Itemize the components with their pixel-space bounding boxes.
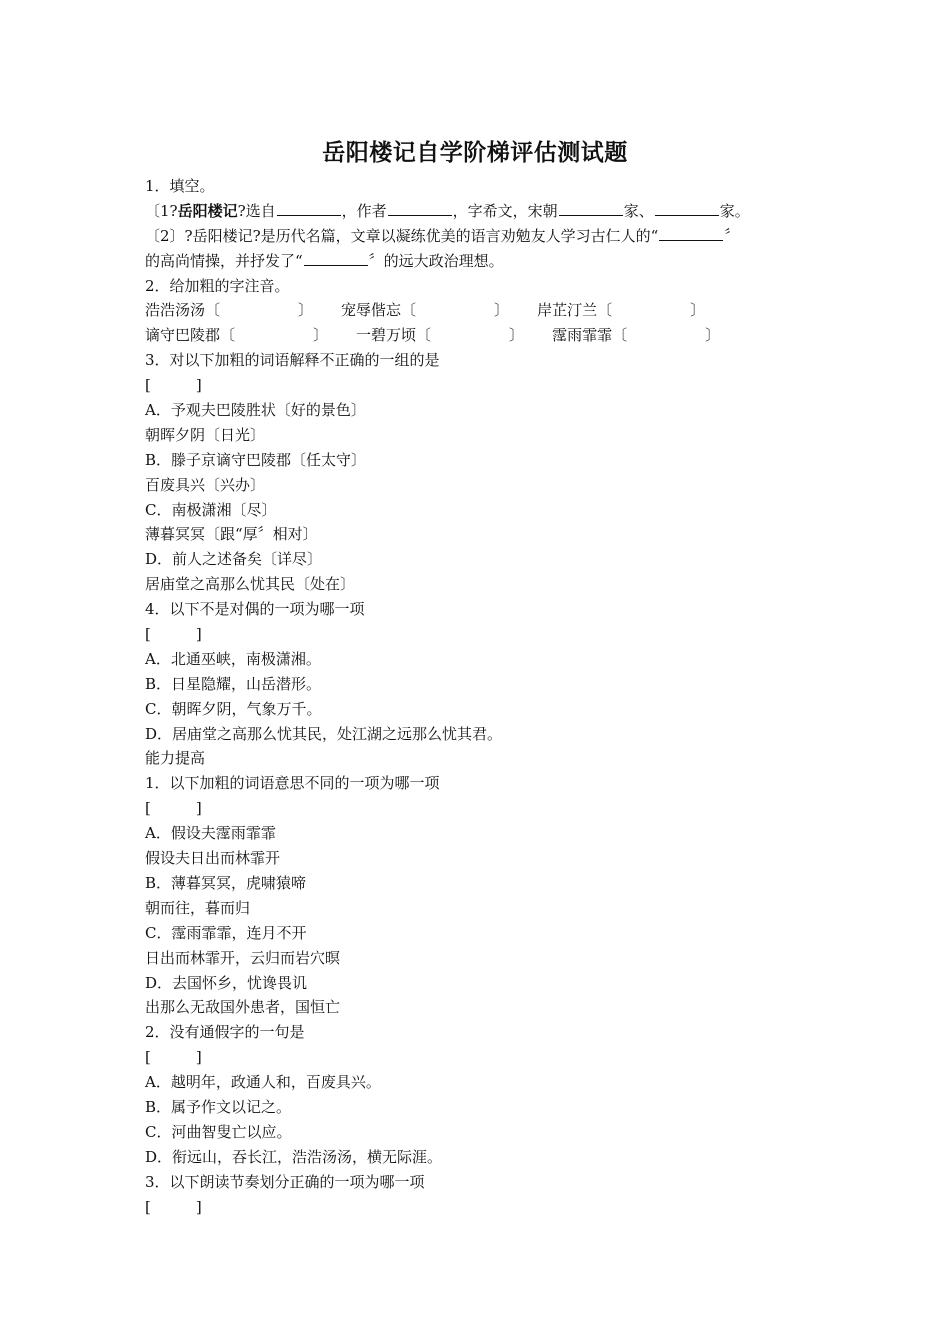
question-list <box>145 348 815 1219</box>
text-line: B．薄暮冥冥，虎啸猿啼 <box>145 873 307 892</box>
fill-blank[interactable] <box>559 200 623 216</box>
text-line: D．去国怀乡，忧谗畏讥 <box>145 973 308 992</box>
text-line: 朝晖夕阴〔日光〕 <box>145 425 266 444</box>
text-line: B．属予作文以记之。 <box>145 1097 292 1116</box>
text-line: C．霪雨霏霏，连月不开 <box>145 923 307 942</box>
pinyin-row-2: 谪守巴陵郡〔 〕 一碧万顷〔 〕 霪雨霏霏〔 〕 <box>145 326 721 345</box>
text-line: 能力提高 <box>145 749 206 768</box>
text-line: A．越明年，政通人和，百废具兴。 <box>145 1073 381 1092</box>
fill-blank[interactable] <box>388 200 452 216</box>
text-line: 出那么无敌国外患者，国恒亡 <box>145 998 341 1017</box>
question-1-line-2: 〔2〕?岳阳楼记?是历代名篇，文章以凝练优美的语言劝勉友人学习古仁人的“ 〞 <box>145 226 740 245</box>
text-line: B．滕子京谪守巴陵郡〔任太守〕 <box>145 450 367 469</box>
text-line: [ ] <box>145 1048 202 1067</box>
text-line: [ ] <box>145 625 202 644</box>
text-line: A．予观夫巴陵胜状〔好的景色〕 <box>145 401 366 420</box>
text-line: 日出而林霏开，云归而岩穴暝 <box>145 948 341 967</box>
fill-blank[interactable] <box>655 200 719 216</box>
text-line: C．南极潇湘〔尽〕 <box>145 500 277 519</box>
text-line: 3．对以下加粗的词语解释不正确的一组的是 <box>145 351 440 370</box>
text-line: 1．以下加粗的词语意思不同的一项为哪一项 <box>145 774 440 793</box>
text-line: D．衔远山，吞长江，浩浩汤汤，横无际涯。 <box>145 1147 443 1166</box>
question-2-heading: 2．给加粗的字注音。 <box>145 276 290 295</box>
text-line: A．假设夫霪雨霏霏 <box>145 824 276 843</box>
fill-blank[interactable] <box>659 225 723 241</box>
text-line: [ ] <box>145 376 202 395</box>
text-line: 朝而往，暮而归 <box>145 898 251 917</box>
document-body <box>145 174 815 1219</box>
text-line: 2．没有通假字的一句是 <box>145 1023 305 1042</box>
document-title: 岳阳楼记自学阶梯评估测试题 <box>322 139 628 166</box>
text-line: B．日星隐耀，山岳潜形。 <box>145 674 322 693</box>
fill-blank[interactable] <box>304 250 368 266</box>
text-line: C．河曲智叟亡以应。 <box>145 1122 292 1141</box>
text-line: C．朝晖夕阴，气象万千。 <box>145 699 322 718</box>
text-line: [ ] <box>145 1197 202 1216</box>
text-line: 居庙堂之高那么忧其民〔处在〕 <box>145 575 356 594</box>
bold-title-text: 岳阳楼记 <box>177 201 238 220</box>
text-line: D．前人之述备矣〔详尽〕 <box>145 550 323 569</box>
question-1-line-1: 〔1?岳阳楼记?选自 ，作者 ，字希文，宋朝 家、 家。 <box>145 201 750 220</box>
fill-blank[interactable] <box>277 200 341 216</box>
text-line: 百废具兴〔兴办〕 <box>145 475 266 494</box>
text-line: 假设夫日出而林霏开 <box>145 849 281 868</box>
text-line: [ ] <box>145 799 202 818</box>
text-line: 4．以下不是对偶的一项为哪一项 <box>145 600 365 619</box>
text-line: 3．以下朗读节奏划分正确的一项为哪一项 <box>145 1172 425 1191</box>
text-line: D．居庙堂之高那么忧其民，处江湖之远那么忧其君。 <box>145 724 503 743</box>
question-1-heading: 1．填空。 <box>145 177 215 195</box>
pinyin-row-1: 浩浩汤汤〔 〕 宠辱偕忘〔 〕 岸芷汀兰〔 〕 <box>145 301 706 320</box>
question-1-line-3: 的高尚情操，并抒发了“ 〞的远大政治理想。 <box>145 251 504 270</box>
text-line: 薄暮冥冥〔跟“厚〞相对〕 <box>145 525 318 544</box>
text-line: A．北通巫峡，南极潇湘。 <box>145 649 321 668</box>
